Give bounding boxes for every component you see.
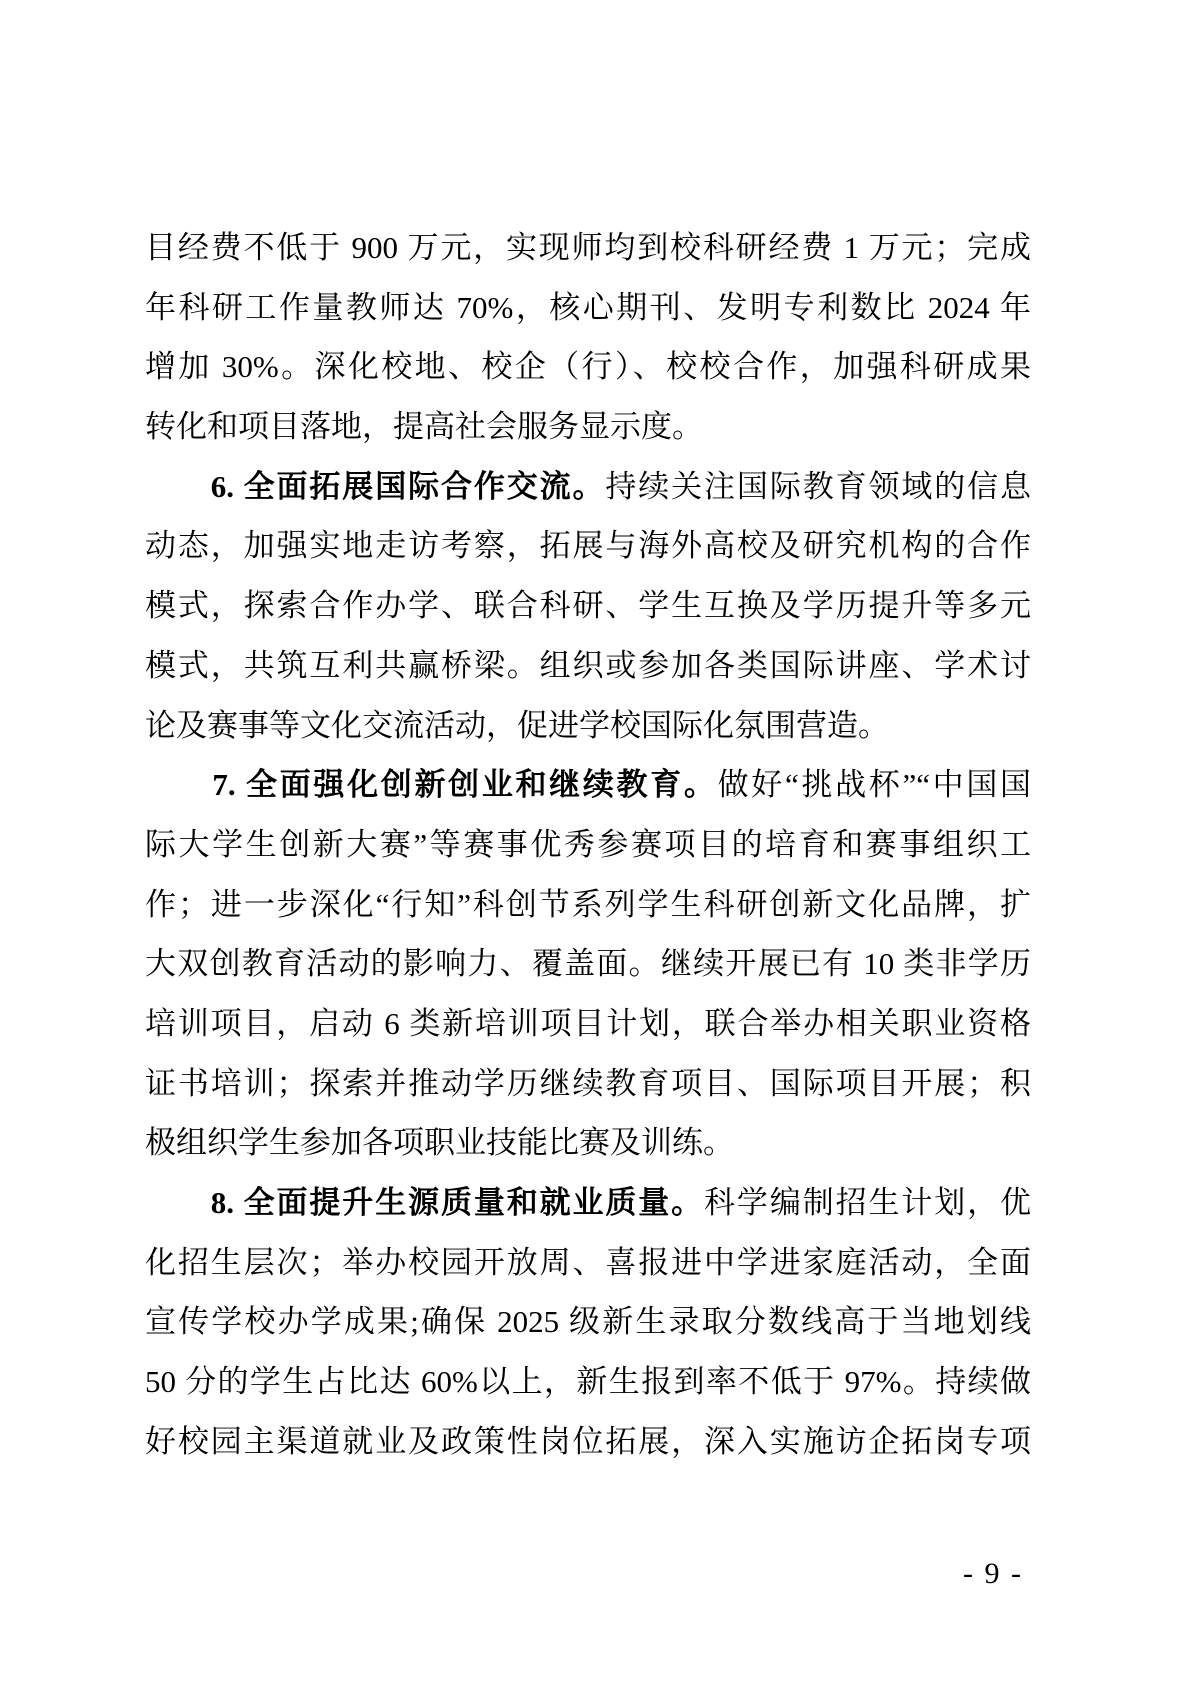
item-6-heading: 6. 全面拓展国际合作交流。	[145, 468, 606, 504]
document-body	[145, 218, 1031, 1471]
text-line	[145, 337, 1031, 397]
text-run: 极组织学生参加各项职业技能比赛及训练。	[145, 1125, 734, 1161]
text-run: 做好“挑战杯”“中国国	[717, 767, 1031, 803]
text-run: 转化和项目落地，提高社会服务显示度。	[145, 409, 703, 445]
text-run: 模式，探索合作办学、联合科研、学生互换及学历提升等多元	[145, 588, 1031, 624]
text-run: 模式，共筑互利共赢桥梁。组织或参加各类国际讲座、学术讨	[145, 647, 1031, 683]
text-line	[145, 994, 1031, 1054]
text-line	[145, 1292, 1031, 1352]
text-run: 际大学生创新大赛”等赛事优秀参赛项目的培育和赛事组织工	[145, 826, 1031, 862]
text-run: 论及赛事等文化交流活动，促进学校国际化氛围营造。	[145, 707, 889, 743]
text-run: 宣传学校办学成果;确保 2025 级新生录取分数线高于当地划线	[145, 1304, 1031, 1340]
item-8-heading-line	[145, 1173, 1031, 1233]
text-run: 证书培训；探索并推动学历继续教育项目、国际项目开展；积	[145, 1065, 1031, 1101]
text-run: 科学编制招生计划，优	[704, 1185, 1031, 1220]
text-line	[145, 576, 1031, 636]
item-7-heading-line	[145, 755, 1031, 815]
text-line	[145, 815, 1031, 875]
text-line	[145, 1412, 1031, 1472]
text-line	[145, 1233, 1031, 1293]
text-line	[145, 278, 1031, 338]
text-run: 大双创教育活动的影响力、覆盖面。继续开展已有 10 类非学历	[145, 946, 1031, 982]
text-run: 化招生层次；举办校园开放周、喜报进中学进家庭活动，全面	[145, 1244, 1031, 1280]
page-number: - 9 -	[963, 1557, 1023, 1590]
text-run: 持续关注国际教育领域的信息	[605, 468, 1031, 504]
text-line	[145, 1352, 1031, 1412]
text-run: 增加 30%。深化校地、校企（行）、校校合作，加强科研成果	[145, 349, 1031, 385]
item-6-heading-line	[145, 457, 1031, 517]
text-run: 好校园主渠道就业及政策性岗位拓展，深入实施访企拓岗专项	[145, 1423, 1031, 1459]
text-line	[145, 218, 1031, 278]
text-line	[145, 397, 1031, 457]
text-run: 动态，加强实地走访考察，拓展与海外高校及研究机构的合作	[145, 528, 1031, 564]
text-line	[145, 636, 1031, 696]
text-run: 目经费不低于 900 万元，实现师均到校科研经费 1 万元；完成	[145, 230, 1031, 265]
text-line	[145, 1113, 1031, 1173]
text-run: 50 分的学生占比达 60%以上，新生报到率不低于 97%。持续做	[145, 1364, 1031, 1400]
text-line	[145, 696, 1031, 756]
text-run: 作；进一步深化“行知”科创节系列学生科研创新文化品牌，扩	[145, 886, 1031, 922]
text-line	[145, 934, 1031, 994]
text-run: 培训项目，启动 6 类新培训项目计划，联合举办相关职业资格	[145, 1005, 1031, 1041]
item-7-heading: 7. 全面强化创新创业和继续教育。	[145, 767, 718, 803]
text-line	[145, 516, 1031, 576]
item-8-heading: 8. 全面提升生源质量和就业质量。	[145, 1185, 705, 1220]
text-line	[145, 1054, 1031, 1114]
text-run: 年科研工作量教师达 70%，核心期刊、发明专利数比 2024 年	[145, 289, 1031, 325]
text-line	[145, 875, 1031, 935]
